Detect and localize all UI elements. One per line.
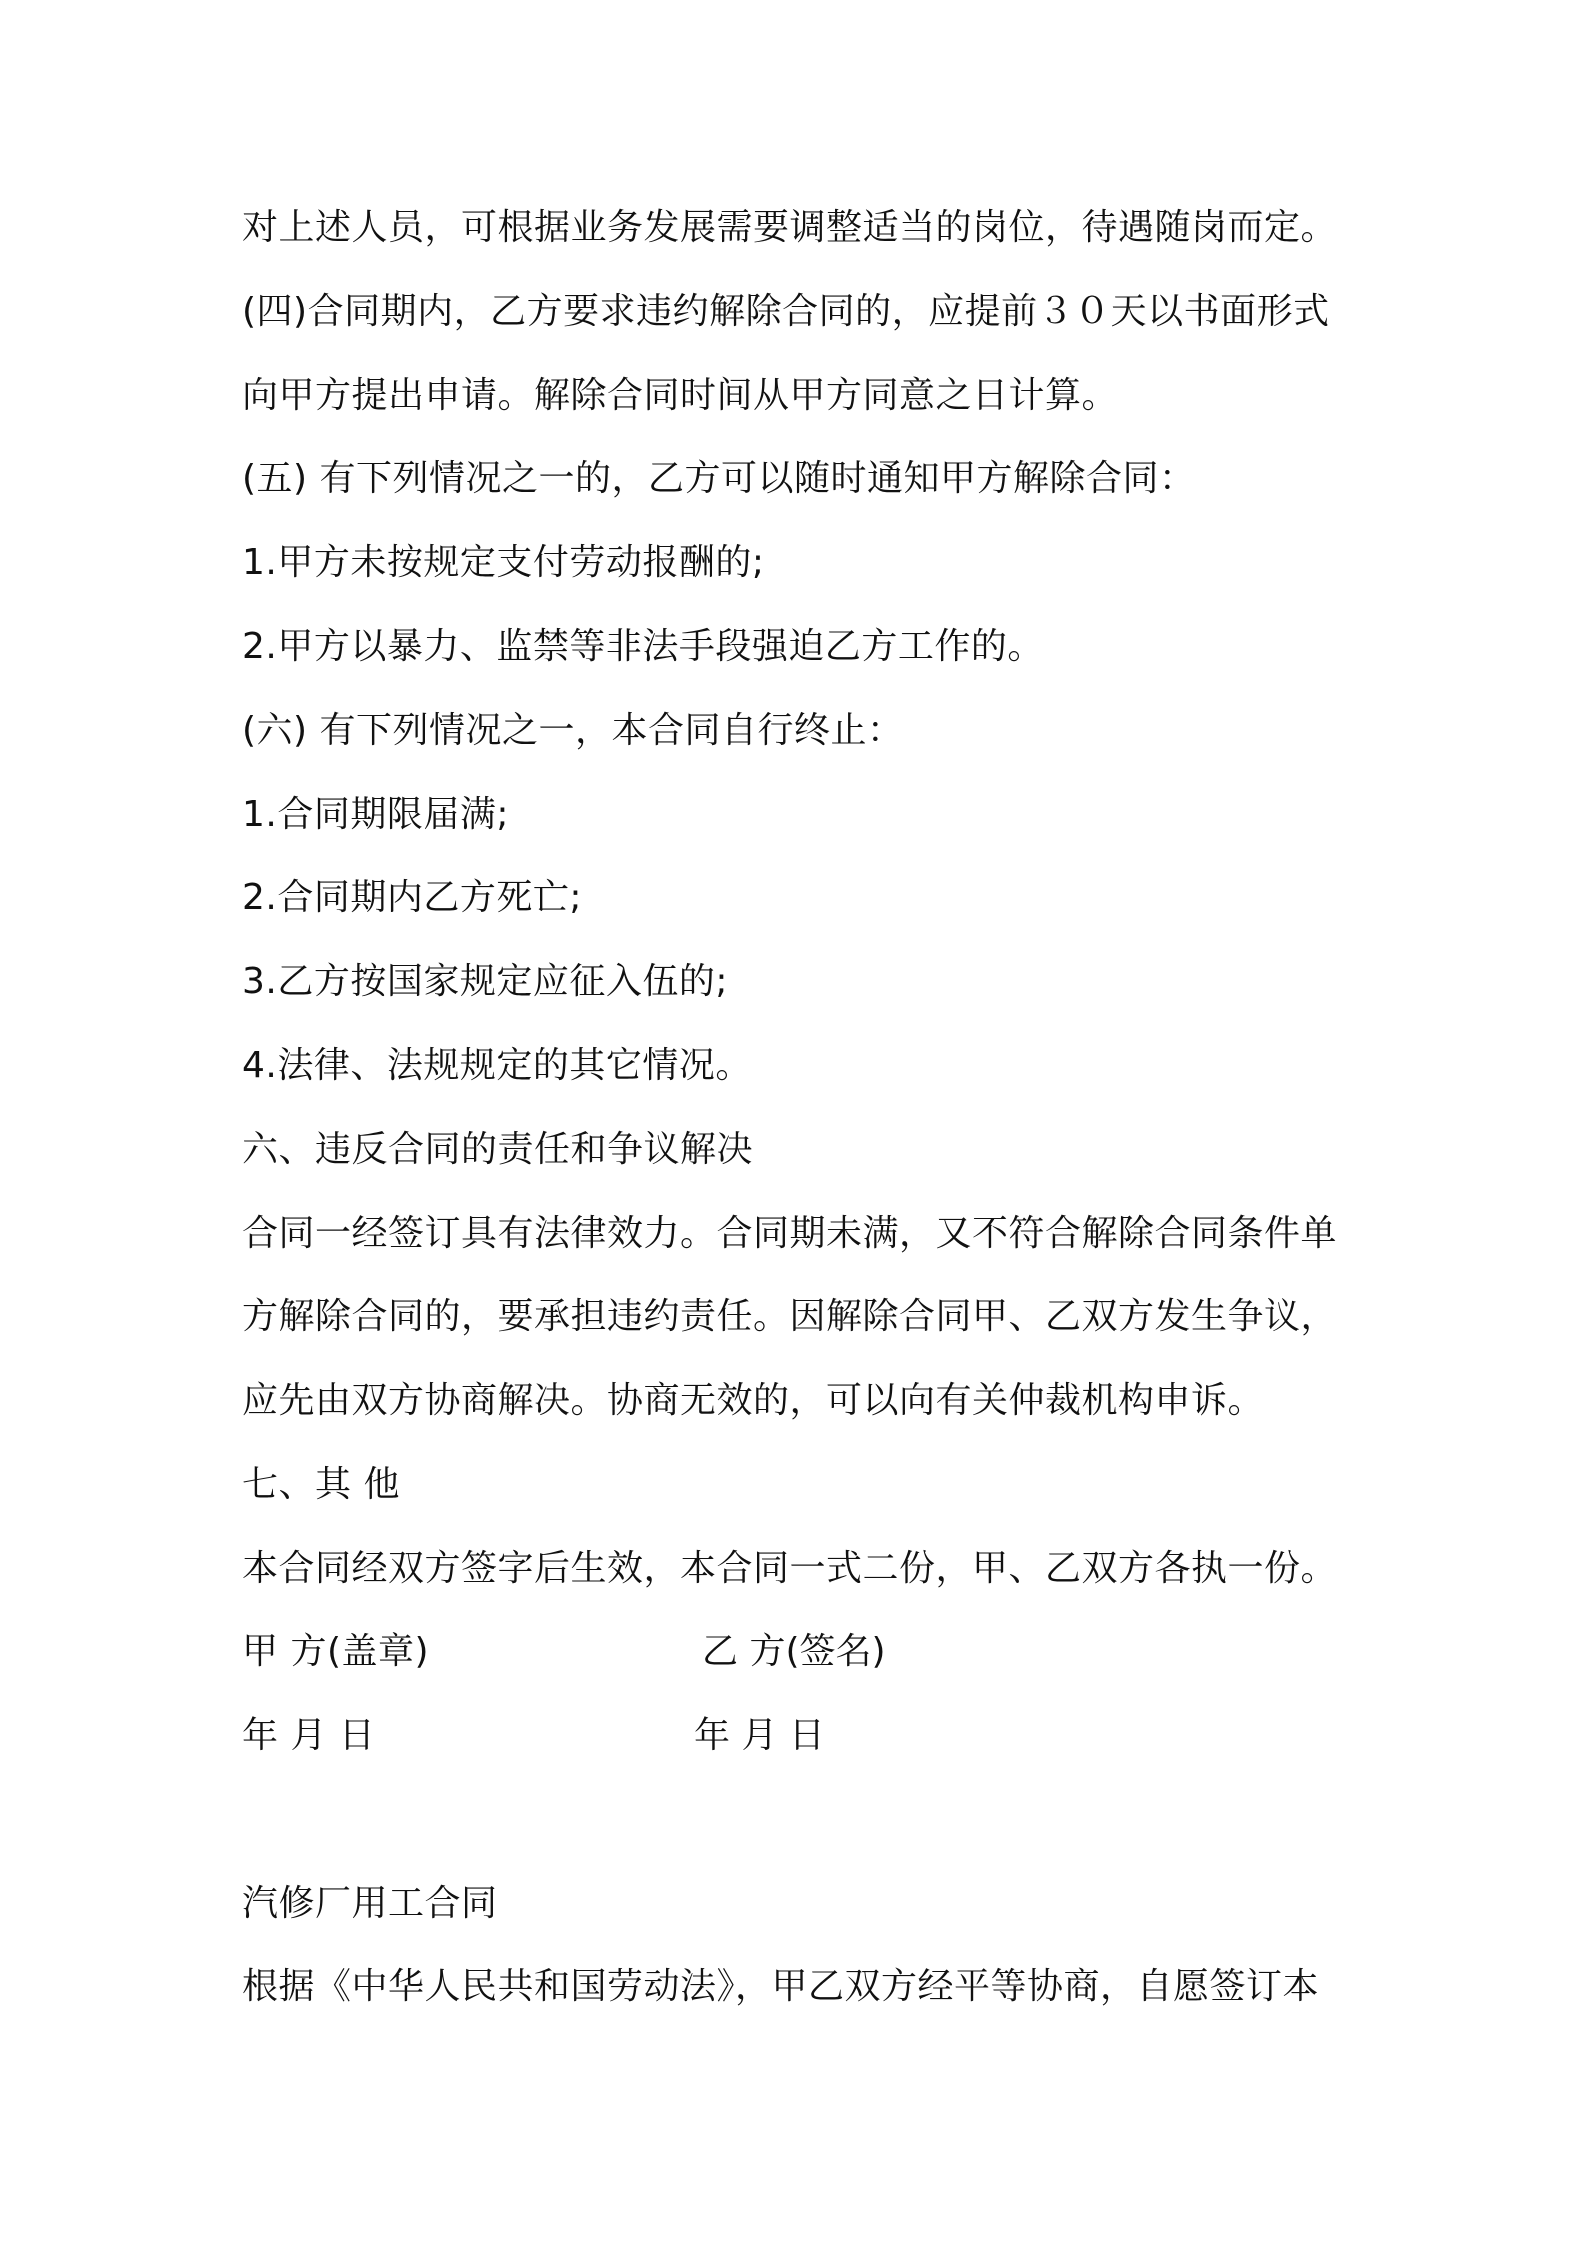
list-item: 2.合同期内乙方死亡; (242, 877, 582, 918)
party-b-date-label: 年 月 日 (694, 1715, 825, 1756)
section-heading: 七、其 他 (242, 1464, 400, 1505)
paragraph-line: 向甲方提出申请。解除合同时间从甲方同意之日计算。 (242, 375, 1119, 416)
paragraph-line: 应先由双方协商解决。协商无效的，可以向有关仲裁机构申诉。 (242, 1380, 1265, 1421)
party-a-date-label: 年 月 日 (242, 1715, 376, 1756)
paragraph-line: 合同一经签订具有法律效力。合同期未满，又不符合解除合同条件单 (242, 1213, 1338, 1254)
paragraph-line: 根据《中华人民共和国劳动法》，甲乙双方经平等协商，自愿签订本 (242, 1966, 1320, 2007)
paragraph-line: 对上述人员，可根据业务发展需要调整适当的岗位，待遇随岗而定。 (242, 207, 1338, 248)
list-item: 3.乙方按国家规定应征入伍的; (242, 961, 728, 1002)
list-item: 1.合同期限届满; (242, 794, 509, 835)
list-item: 4.法律、法规规定的其它情况。 (242, 1045, 752, 1086)
paragraph-line: 本合同经双方签字后生效，本合同一式二份，甲、乙双方各执一份。 (242, 1548, 1338, 1589)
clause-heading: (六) 有下列情况之一，本合同自行终止： (242, 710, 904, 751)
clause-heading: (五) 有下列情况之一的，乙方可以随时通知甲方解除合同： (242, 458, 1196, 499)
list-item: 2.甲方以暴力、监禁等非法手段强迫乙方工作的。 (242, 626, 1044, 667)
paragraph-line: 方解除合同的，要承担违约责任。因解除合同甲、乙双方发生争议， (242, 1296, 1338, 1337)
party-a-seal-label: 甲 方(盖章) (242, 1631, 430, 1672)
next-document-title: 汽修厂用工合同 (242, 1883, 498, 1924)
list-item: 1.甲方未按规定支付劳动报酬的; (242, 542, 765, 583)
paragraph-line: (四)合同期内，乙方要求违约解除合同的，应提前３０天以书面形式 (242, 291, 1330, 332)
section-heading: 六、违反合同的责任和争议解决 (242, 1129, 754, 1170)
party-b-signature-label: 乙 方(签名) (702, 1631, 886, 1672)
